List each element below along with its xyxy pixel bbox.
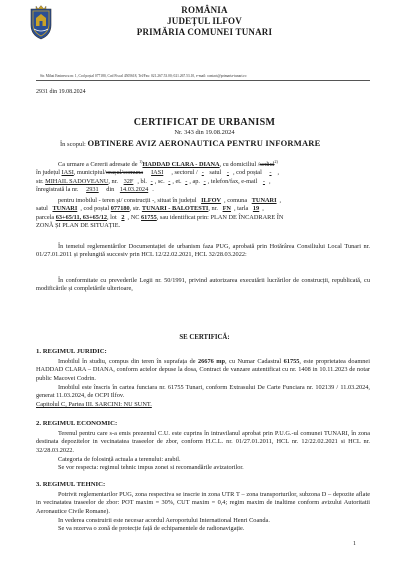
applicant-name: HADDAD CLARA - DIANA [142,161,220,169]
certificate-number: Nr. 343 din 19.08.2024 [174,129,235,136]
request-paragraph: Ca urmare a Cererii adresate de $^{1)}$HADDAD CLARA - DIANA, cu domiciliul /sediul$^{2)}$ în județul IASI, municipiul/orașul/comuna IASI , sectorul / - satul - , cod poștal - , str. MIHAIL SADOVEANU, nr. 32F , bl. - , sc. - , et. - , ap. - , telefon/fax, e-mail - , înregistrată la nr. 2931 din 14.03.2024 . [36,159,280,193]
text-segment: , este proprietatea doamnei HADDAD CLARA – DIANA, conform actelor depuse la dosa, Contract de vanzare autentificat cu nr. 1408 in 10.11.2023 de notar public Macovei Codrin. [36,358,370,382]
applicant-city: IASI [151,169,164,177]
text-segment: Imobilul în studiu, compus din teren în suprafața de [58,358,198,365]
text-segment: , telefon/fax, e-mail [207,177,259,185]
text-segment: , [262,205,264,213]
text-segment: , municipiul/ [73,169,106,177]
header-contact-line: Str. Mihai Eminescu nr. 1, Cod poștal 077180, Cod Fiscal 4505618, Tel/Fax: 021.267.53.00; 021.267.53.10, e-mail: contact@primaria-tunari.ro [40,74,247,78]
applicant-street-number: 32F [123,177,134,185]
text-segment: . [152,185,154,193]
legal-basis-paragraph: În temeiul reglementărilor Documentației de urbanism faza PUG, aprobată prin Hotărârea Consiliului Local Tunari nr. 01/27.01.2011 și prelungită succesiv prin HCL 12/22.02.2021, HCL 32/28.03.2022: [36,243,370,259]
text-segment: în județul [36,169,62,177]
tehnic-paragraph-1: Potrivit reglementarilor PUG, zona respectiva se inscrie in zona UTR T – zona transporturilor, subzona D – depozite aflate in vecinatatea traseelor de zbor: POT maxim = 30%, CUT maxim = 0,4; regim maxim de inaltime conform avizului Autoritatii Aeronautice Civile Romane). [36,491,370,515]
text-segment: , cod poștal [232,169,264,177]
property-county: ILFOV [201,197,222,204]
economic-paragraph-1: Terenul pentru care s-a emis prezentul C.U. este cuprins în intravilanul aprobat prin P.U.G.-ul comunei TUNARI, în zona destinata depozitelor in vecinatatea traseelor de zbor, conform H.C.L. nr. 01/27.01.2011, HCL nr. 12/22.02.2021 si HCL nr. 32/28.03.2022. [36,430,370,454]
text-segment: înregistrată la nr. [36,185,81,193]
text-segment: pentru imobilul - teren și/ construcții -, situat în județul [58,197,199,204]
property-postal-code: 077180 [110,205,130,213]
text-segment: str. [36,177,46,185]
text-segment: , bl. [137,177,149,185]
text-segment: , nr. [208,205,220,213]
footnote-mark: 2) [274,159,278,164]
text-segment: Ca urmare a Cererii adresate de [58,161,140,169]
cadastral-number: 61755 [283,358,300,365]
request-registration-number: 2931 [86,185,99,193]
text-segment: , tarla [233,205,250,213]
text-segment: , nr. [108,177,120,185]
scope-value: OBTINERE AVIZ AERONAUTICA PENTRU INFORMARE [87,138,321,148]
header-county: JUDEȚUL ILFOV [167,16,242,26]
property-village: TUNARI [52,205,78,213]
text-segment: , cod poștal [80,205,111,213]
text-segment: satul [36,205,50,213]
text-segment: , comuna [224,197,249,204]
text-segment: , ap. [189,177,202,185]
text-segment: , sectorul / [171,169,198,177]
applicant-county: IASI [61,169,74,177]
text-segment: , cu Numar Cadastral [224,358,284,365]
property-commune: TUNARI [251,197,277,204]
tehnic-paragraph-2: In vederea construirii este necesar acordul Aeroportului International Henri Coanda. [58,517,270,524]
text-segment: satul [207,169,223,177]
text-segment: ZONĂ ȘI PLAN DE SITUAȚIE. [36,221,121,229]
text-segment: - [269,169,272,177]
certificate-scope [60,139,321,149]
text-segment: , cu domiciliul / [219,161,260,169]
property-paragraph [36,197,370,230]
header-institution: PRIMĂRIA COMUNEI TUNARI [136,27,273,37]
document-title: CERTIFICAT DE URBANISM [133,117,276,128]
section-heading-juridic: 1. REGIMUL JURIDIC: [36,348,107,355]
text-segment: , lot [107,213,119,221]
property-street: TUNARI - BALOTESTI [141,205,209,213]
tehnic-paragraph-3: Se va rezerva o zonă de protecție față de echipamentele de radionavigație. [58,525,245,532]
text-segment: orașul/comuna [105,169,144,177]
header-country: ROMÂNIA [181,5,228,15]
economic-paragraph-2: Categoria de folosință actuala a terenului: arabil. [58,456,181,463]
scope-label: În scopul: [60,141,86,148]
property-cadastral-number: 61755 [141,213,157,221]
applicant-street: MIHAIL SADOVEANU [45,177,109,185]
header-divider [36,80,370,81]
text-segment: - [226,169,229,177]
economic-paragraph-3: Se vor respecta: regimul tehnic impus zonei si recomandările avizatorilor. [58,464,244,471]
text-segment: sediul [259,161,275,169]
text-segment: , NC [127,213,142,221]
section-heading-tehnic: 3. REGIMUL TEHNIC: [36,481,106,488]
property-number: FN [222,205,231,213]
text-segment: , [279,197,282,204]
text-segment: , sc. [154,177,167,185]
land-area: 26676 mp [198,358,225,365]
text-segment: - [168,177,171,185]
section-heading-economic: 2. REGIMUL ECONOMIC: [36,420,118,427]
property-lot: 2 [121,213,125,221]
property-tarla: 19 [252,205,260,213]
text-segment: - [262,177,266,185]
request-registration-date: 14.03.2024 [119,185,149,193]
registration-reference: 2931 din 19.08.2024 [36,89,86,95]
property-parcels: 63+65/11, 63+65/12 [55,213,108,221]
text-segment: - [185,177,188,185]
page-number: 1 [353,541,356,547]
footnote-mark: 1) [139,159,143,164]
text-segment: , str. [129,205,142,213]
juridic-paragraph-3: Capitolul C, Partea III. SARCINI: NU SUNT. [36,401,152,408]
text-segment: - [201,169,204,177]
text-segment: , et. [172,177,184,185]
se-certifica-heading: SE CERTIFICĂ: [179,334,230,341]
law-reference-paragraph: În conformitate cu prevederile Legii nr. 50/1991, privind autorizarea executării lucrărilor de construcții, republicată, cu modificările și completările ulterioare, [36,277,370,293]
text-segment: parcela [36,213,56,221]
text-segment: din [104,185,116,193]
text-segment: - [150,177,153,185]
juridic-paragraph-1 [36,358,370,383]
juridic-paragraph-2: Imobilul este înscris în cartea funciara nr. 61755 Tunari, conform Extrasului De Carte Funciara nr. 102139 / 11.03.2024, generat 11.03.2024, de OCPI Ilfov. [36,384,370,400]
text-segment: , sau identificat prin: PLAN DE ÎNCADRARE ÎN [156,213,284,221]
text-segment: - [203,177,206,185]
